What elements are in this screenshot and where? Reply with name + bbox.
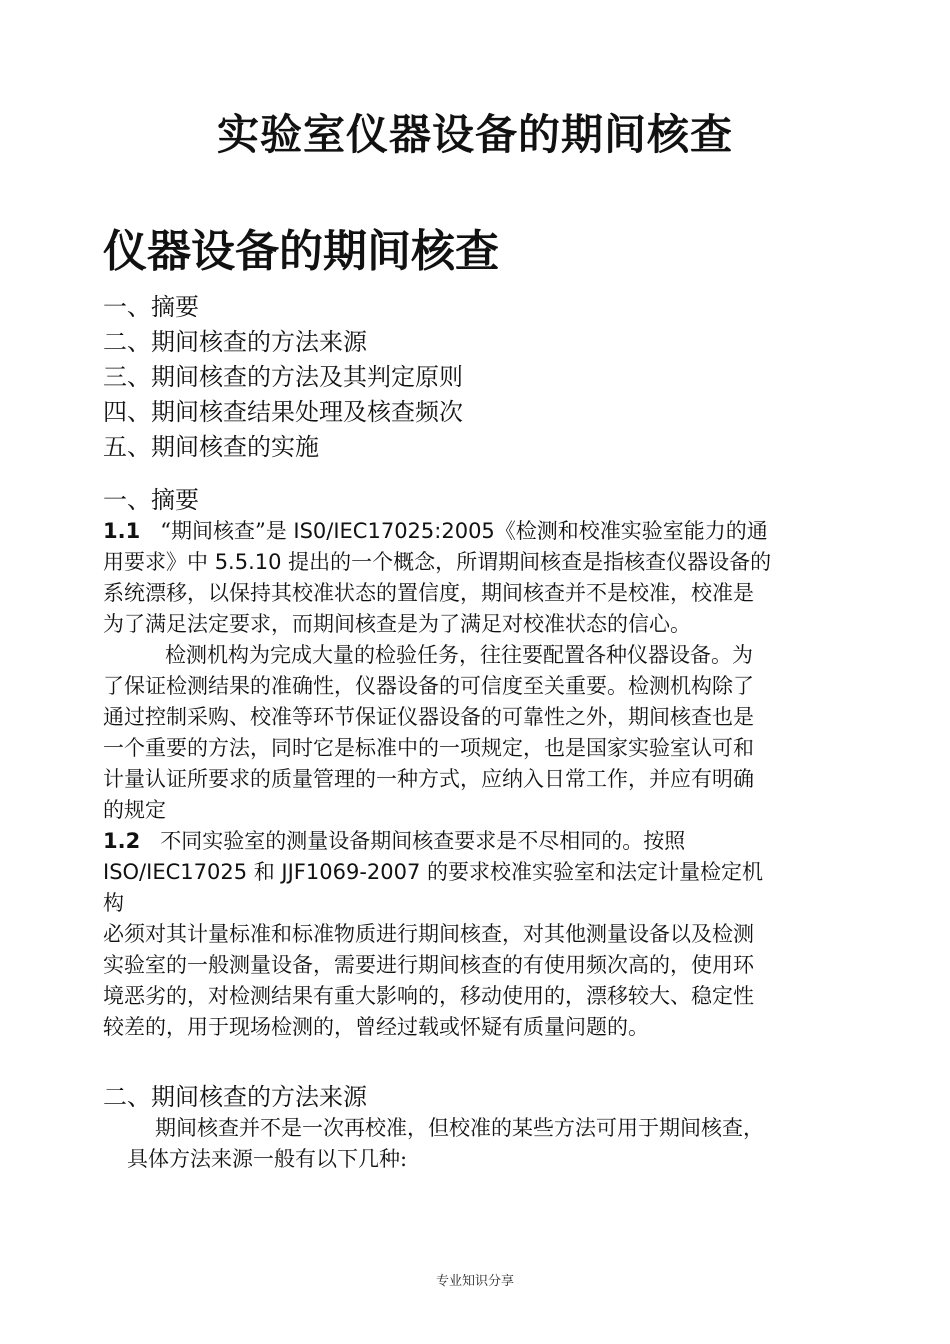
text-line: 境恶劣的，对检测结果有重大影响的，移动使用的，漂移较大、稳定性 — [103, 984, 754, 1008]
toc-item: 二、期间核查的方法来源 — [103, 328, 367, 356]
text-line: 检测机构为完成大量的检验任务，往往要配置各种仪器设备。为 — [165, 643, 753, 667]
text-run: 的要求校准实验室和法定计量检定机 — [420, 860, 764, 884]
text-run: 不同实验室的测量设备期间核查要求是不尽相同的。按照 — [160, 829, 686, 853]
text-run: 《检测和校准实验室能力的通 — [494, 519, 768, 543]
standard-code: IS0/IEC17025:2005 — [293, 519, 495, 543]
document-title: 实验室仪器设备的期间核查 — [216, 110, 733, 159]
toc-item: 一、摘要 — [103, 293, 199, 321]
text-line: 具体方法来源一般有以下几种: — [127, 1147, 408, 1171]
toc-item: 五、期间核查的实施 — [103, 433, 319, 461]
text-line: 通过控制采购、校准等环节保证仪器设备的可靠性之外，期间核查也是 — [103, 705, 754, 729]
document-body — [103, 484, 843, 1175]
text-run: 用要求》中 — [103, 550, 215, 574]
clause-number: 1.2 — [103, 829, 141, 853]
text-line: 构 — [103, 891, 124, 915]
section1-heading: 一、摘要 — [103, 486, 199, 514]
page-footer: 专业知识分享 — [435, 1274, 514, 1289]
text-run: 提出的一个概念，所谓期间核查是指核查仪器设备的 — [281, 550, 772, 574]
spacer — [103, 1043, 843, 1081]
text-line: 计量认证所要求的质量管理的一种方式，应纳入日常工作，并应有明确 — [103, 767, 754, 791]
text-line: 一个重要的方法，同时它是标准中的一项规定，也是国家实验室认可和 — [103, 736, 754, 760]
clause-ref: 5.5.10 — [214, 550, 282, 574]
text-run: “期间核查”是 — [160, 519, 294, 543]
text-line: 系统漂移，以保持其校准状态的置信度，期间核查并不是校准，校准是 — [103, 581, 754, 605]
text-line: 实验室的一般测量设备，需要进行期间核查的有使用频次高的，使用环 — [103, 953, 754, 977]
paragraph-body — [103, 640, 843, 826]
toc-item: 四、期间核查结果处理及核查频次 — [103, 398, 463, 426]
text-line: 了保证检测结果的准确性，仪器设备的可信度至关重要。检测机构除了 — [103, 674, 754, 698]
standard-code: JJF1069-2007 — [281, 860, 421, 884]
text-line: 为了满足法定要求，而期间核查是为了满足对校准状态的信心。 — [103, 612, 691, 636]
toc-item: 三、期间核查的方法及其判定原则 — [103, 363, 463, 391]
text-line: 较差的，用于现场检测的，曾经过载或怀疑有质量问题的。 — [103, 1015, 649, 1039]
text-line: 的规定 — [103, 798, 166, 822]
section-heading: 仪器设备的期间核查 — [103, 226, 499, 277]
section2-heading: 二、期间核查的方法来源 — [103, 1083, 367, 1111]
text-line: 必须对其计量标准和标准物质进行期间核查，对其他测量设备以及检测 — [103, 922, 754, 946]
text-run: 和 — [247, 860, 282, 884]
clause-number: 1.1 — [103, 519, 141, 543]
standard-code: ISO/IEC17025 — [103, 860, 248, 884]
text-line: 期间核查并不是一次再校准，但校准的某些方法可用于期间核查， — [155, 1116, 764, 1140]
paragraph-1-1 — [103, 516, 843, 640]
table-of-contents — [103, 290, 463, 465]
paragraph-1-2 — [103, 826, 843, 1043]
